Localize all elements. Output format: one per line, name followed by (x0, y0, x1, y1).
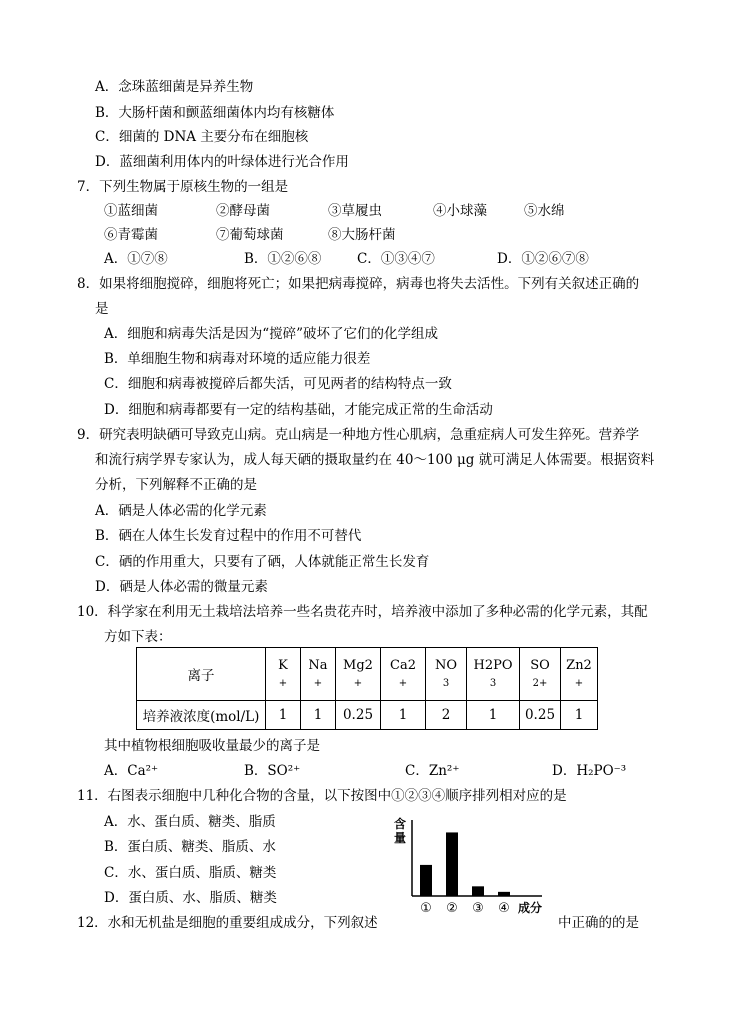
ion-value: 1 (561, 701, 598, 730)
q10-option-c: C．Zn²⁺ (405, 763, 460, 779)
q11-option-d: D．蛋白质、水、脂质、糖类 (104, 890, 277, 906)
q7-item: ④小球藻 (433, 203, 487, 219)
ion-cell (301, 648, 336, 701)
ion-cell (336, 648, 381, 701)
q8-option-a: A．细胞和病毒失活是因为“搅碎”破坏了它们的化学组成 (104, 326, 439, 342)
x-tick-label: ② (446, 901, 458, 916)
ion-name: K (278, 658, 288, 673)
x-tick-label: ④ (498, 901, 510, 916)
ion-value: 1 (467, 701, 520, 730)
chart-xlabel: 成分 (518, 901, 543, 915)
q11-option-a: A．水、蛋白质、糖类、脂质 (104, 814, 276, 830)
ion-name: NO (434, 658, 458, 673)
table-header-label: 离子 (137, 648, 266, 701)
q11-stem: 11．右图表示细胞中几种化合物的含量，以下按图中①②③④顺序排列相对应的是 (77, 788, 567, 804)
x-tick-label: ③ (472, 901, 484, 916)
q11-option-c: C．水、蛋白质、脂质、糖类 (104, 865, 277, 881)
q7-item: ⑤水绵 (524, 203, 565, 219)
ion-name: Mg2 (343, 658, 373, 673)
ion-cell (426, 648, 467, 701)
ion-value: 1 (381, 701, 426, 730)
q6-option-b: B．大肠杆菌和颤蓝细菌体内均有核糖体 (95, 105, 335, 121)
ion-name: H2PO (473, 658, 513, 673)
q10-option-a: A．Ca²⁺ (104, 763, 159, 779)
q7-item: ①蓝细菌 (104, 203, 158, 219)
q7-option-a: A．①⑦⑧ (104, 251, 168, 267)
q9-stem-line2: 和流行病学界专家认为，成人每天硒的摄取量约在 40～100 μg 就可满足人体需要。根据资料 (95, 452, 655, 468)
q6-option-c: C．细菌的 DNA 主要分布在细胞核 (95, 129, 309, 145)
bar-4 (498, 892, 510, 896)
q10-stem-cont: 方如下表： (104, 629, 172, 645)
q9-stem-line3: 分析，下列解释不正确的是 (95, 477, 257, 493)
q10-question: 其中植物根细胞吸收量最少的离子是 (104, 738, 320, 754)
q7-item: ⑧大肠杆菌 (328, 227, 396, 243)
ion-cell (266, 648, 301, 701)
q10-option-b: B．SO²⁺ (244, 763, 301, 779)
table-value-row (137, 701, 598, 730)
table-row-label: 培养液浓度(mol/L) (137, 701, 266, 730)
compound-content-chart (392, 812, 552, 916)
q8-option-d: D．细胞和病毒都要有一定的结构基础，才能完成正常的生命活动 (104, 402, 493, 418)
q10-option-d: D．H₂PO⁻³ (552, 763, 627, 779)
q8-option-c: C．细胞和病毒被搅碎后都失活，可见两者的结构特点一致 (104, 376, 452, 392)
chart-ylabel-2: 量 (394, 831, 407, 845)
ion-charge: 3 (442, 678, 450, 689)
ion-charge: + (574, 678, 584, 689)
ion-value: 0.25 (336, 701, 381, 730)
q8-option-b: B．单细胞生物和病毒对环境的适应能力很差 (104, 351, 371, 367)
ion-charge: + (278, 678, 288, 689)
q9-option-c: C．硒的作用重大，只要有了硒，人体就能正常生长发育 (95, 554, 430, 570)
ion-value: 1 (301, 701, 336, 730)
q7-option-b: B．①②⑥⑧ (244, 251, 322, 267)
ion-charge: 2+ (532, 678, 548, 689)
q6-option-d: D．蓝细菌利用体内的叶绿体进行光合作用 (95, 154, 349, 170)
q8-stem: 8．如果将细胞搅碎，细胞将死亡；如果把病毒搅碎，病毒也将失去活性。下列有关叙述正确的 (77, 276, 640, 292)
ion-charge: + (353, 678, 363, 689)
ion-name: Na (308, 658, 328, 673)
q7-item: ⑦葡萄球菌 (216, 227, 284, 243)
q8-stem-cont: 是 (95, 301, 109, 317)
ion-value: 0.25 (520, 701, 561, 730)
x-tick-label: ① (420, 901, 432, 916)
ion-value: 1 (266, 701, 301, 730)
q7-item: ⑥青霉菌 (104, 227, 158, 243)
q10-stem: 10．科学家在利用无土栽培法培养一些名贵花卉时，培养液中添加了多种必需的化学元素，其配 (77, 604, 648, 620)
ion-charge: + (313, 678, 323, 689)
ion-cell (561, 648, 598, 701)
ion-name: Zn2 (566, 658, 592, 673)
q12-stem-right: 中正确的的是 (558, 915, 639, 931)
q6-option-a: A．念珠蓝细菌是异养生物 (95, 79, 254, 95)
q7-item: ③草履虫 (328, 203, 382, 219)
q9-stem-line1: 9．研究表明缺硒可导致克山病。克山病是一种地方性心肌病，急重症病人可发生猝死。营养学 (77, 427, 640, 443)
ion-charge: + (398, 678, 408, 689)
ion-cell (381, 648, 426, 701)
ion-name: SO (530, 658, 550, 673)
q7-option-d: D．①②⑥⑦⑧ (497, 251, 589, 267)
q9-option-a: A．硒是人体必需的化学元素 (95, 503, 267, 519)
ion-value: 2 (426, 701, 467, 730)
q11-option-b: B．蛋白质、糖类、脂质、水 (104, 839, 276, 855)
ion-cell (467, 648, 520, 701)
bar-3 (472, 886, 484, 896)
q7-option-c: C．①③④⑦ (357, 251, 435, 267)
ion-charge: 3 (489, 678, 497, 689)
q9-option-d: D．硒是人体必需的微量元素 (95, 579, 268, 595)
ion-name: Ca2 (390, 658, 416, 673)
q9-option-b: B．硒在人体生长发育过程中的作用不可替代 (95, 528, 362, 544)
q12-stem-left: 12．水和无机盐是细胞的重要组成成分，下列叙述 (77, 915, 378, 931)
q7-item: ②酵母菌 (216, 203, 270, 219)
chart-ylabel-1: 含 (394, 817, 407, 831)
q7-stem: 7．下列生物属于原核生物的一组是 (77, 179, 289, 195)
ion-cell (520, 648, 561, 701)
bar-1 (420, 865, 432, 896)
table-header-row (137, 648, 598, 701)
ion-concentration-table (136, 647, 598, 730)
bar-2 (446, 832, 458, 896)
